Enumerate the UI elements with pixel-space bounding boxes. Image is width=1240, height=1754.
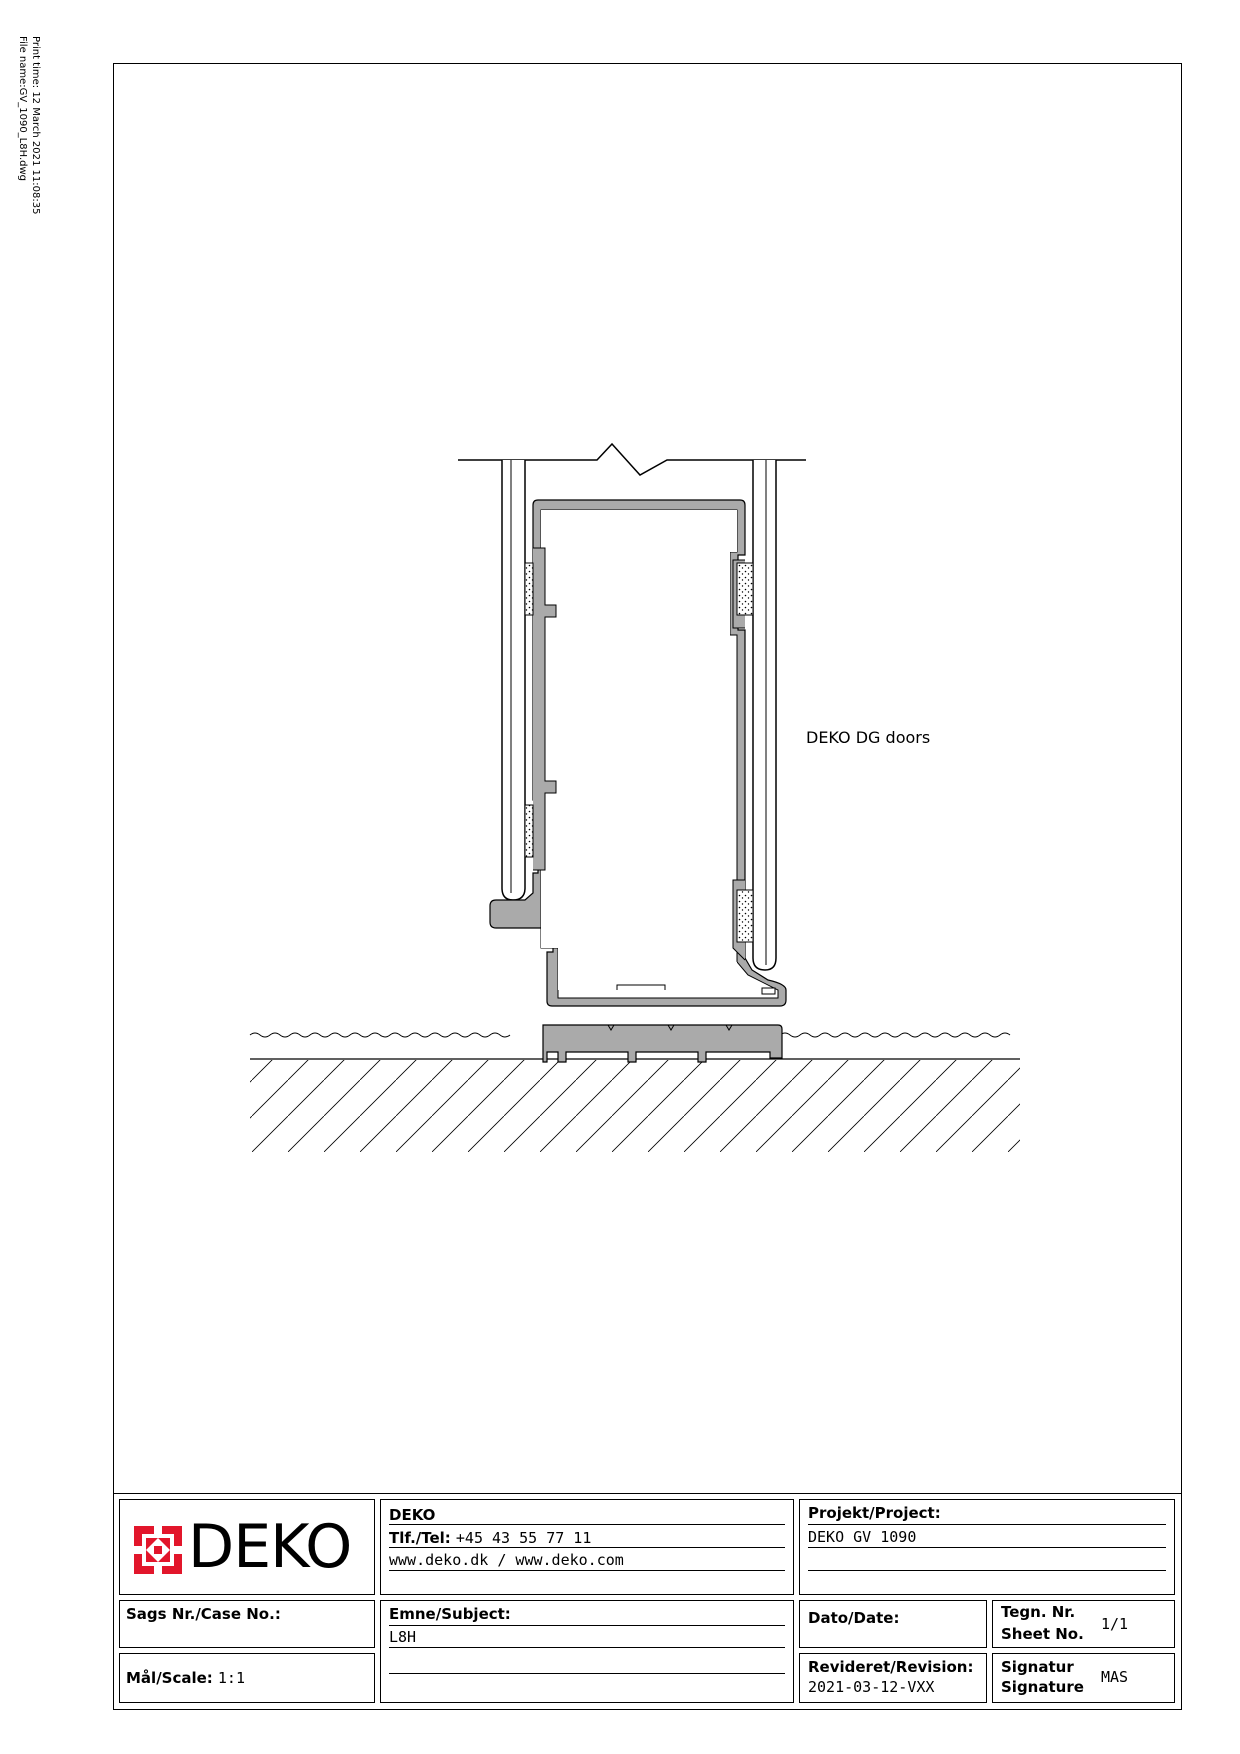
floor-track [543,1025,782,1062]
left-glass-pane [502,460,525,900]
signature-label-da: Signatur [1001,1658,1074,1676]
sheet-label-da: Tegn. Nr. [1001,1603,1076,1621]
sheet-label-en: Sheet No. [1001,1625,1084,1643]
print-time: Print time: 12 March 2021 11:08:35 [30,36,41,215]
signature-label-en: Signature [1001,1678,1084,1696]
file-name: File name:GV_1090_L8H.dwg [17,36,28,182]
scale-cell [119,1653,375,1703]
project-label: Projekt/Project: [808,1504,941,1522]
doors-label: DEKO DG doors [806,728,931,747]
floor-hatch [250,1060,1020,1152]
case-label: Sags Nr./Case No.: [126,1605,281,1623]
logo-wordmark: DEKO [188,1512,352,1582]
case-cell [119,1600,375,1648]
company-web: www.deko.dk / www.deko.com [389,1551,624,1569]
tel-value: +45 43 55 77 11 [455,1529,592,1547]
revision-label: Revideret/Revision: [808,1658,974,1676]
scale-value: 1:1 [217,1669,245,1687]
revision-cell [799,1653,987,1703]
company-tel [389,1528,591,1547]
title-block [113,1493,1182,1710]
scale [126,1668,245,1687]
date-cell [799,1600,987,1648]
company-cell [380,1499,794,1595]
subject-value: L8H [389,1628,417,1646]
sheet-value: 1/1 [1101,1615,1129,1633]
deko-logo-icon [134,1526,182,1574]
tel-label: Tlf./Tel: [389,1529,451,1547]
project-cell [799,1499,1175,1595]
signature-cell [992,1653,1175,1703]
revision-value: 2021-03-12-VXX [808,1678,935,1696]
right-glass-pane [753,460,776,970]
sheet-cell [992,1600,1175,1648]
subject-cell [380,1600,794,1703]
company-name: DEKO [389,1506,436,1524]
project-value: DEKO GV 1090 [808,1528,917,1546]
scale-label: Mål/Scale: [126,1669,213,1687]
subject-label: Emne/Subject: [389,1605,511,1623]
logo-cell [119,1499,375,1595]
signature-value: MAS [1101,1668,1129,1686]
date-label: Dato/Date: [808,1609,900,1627]
